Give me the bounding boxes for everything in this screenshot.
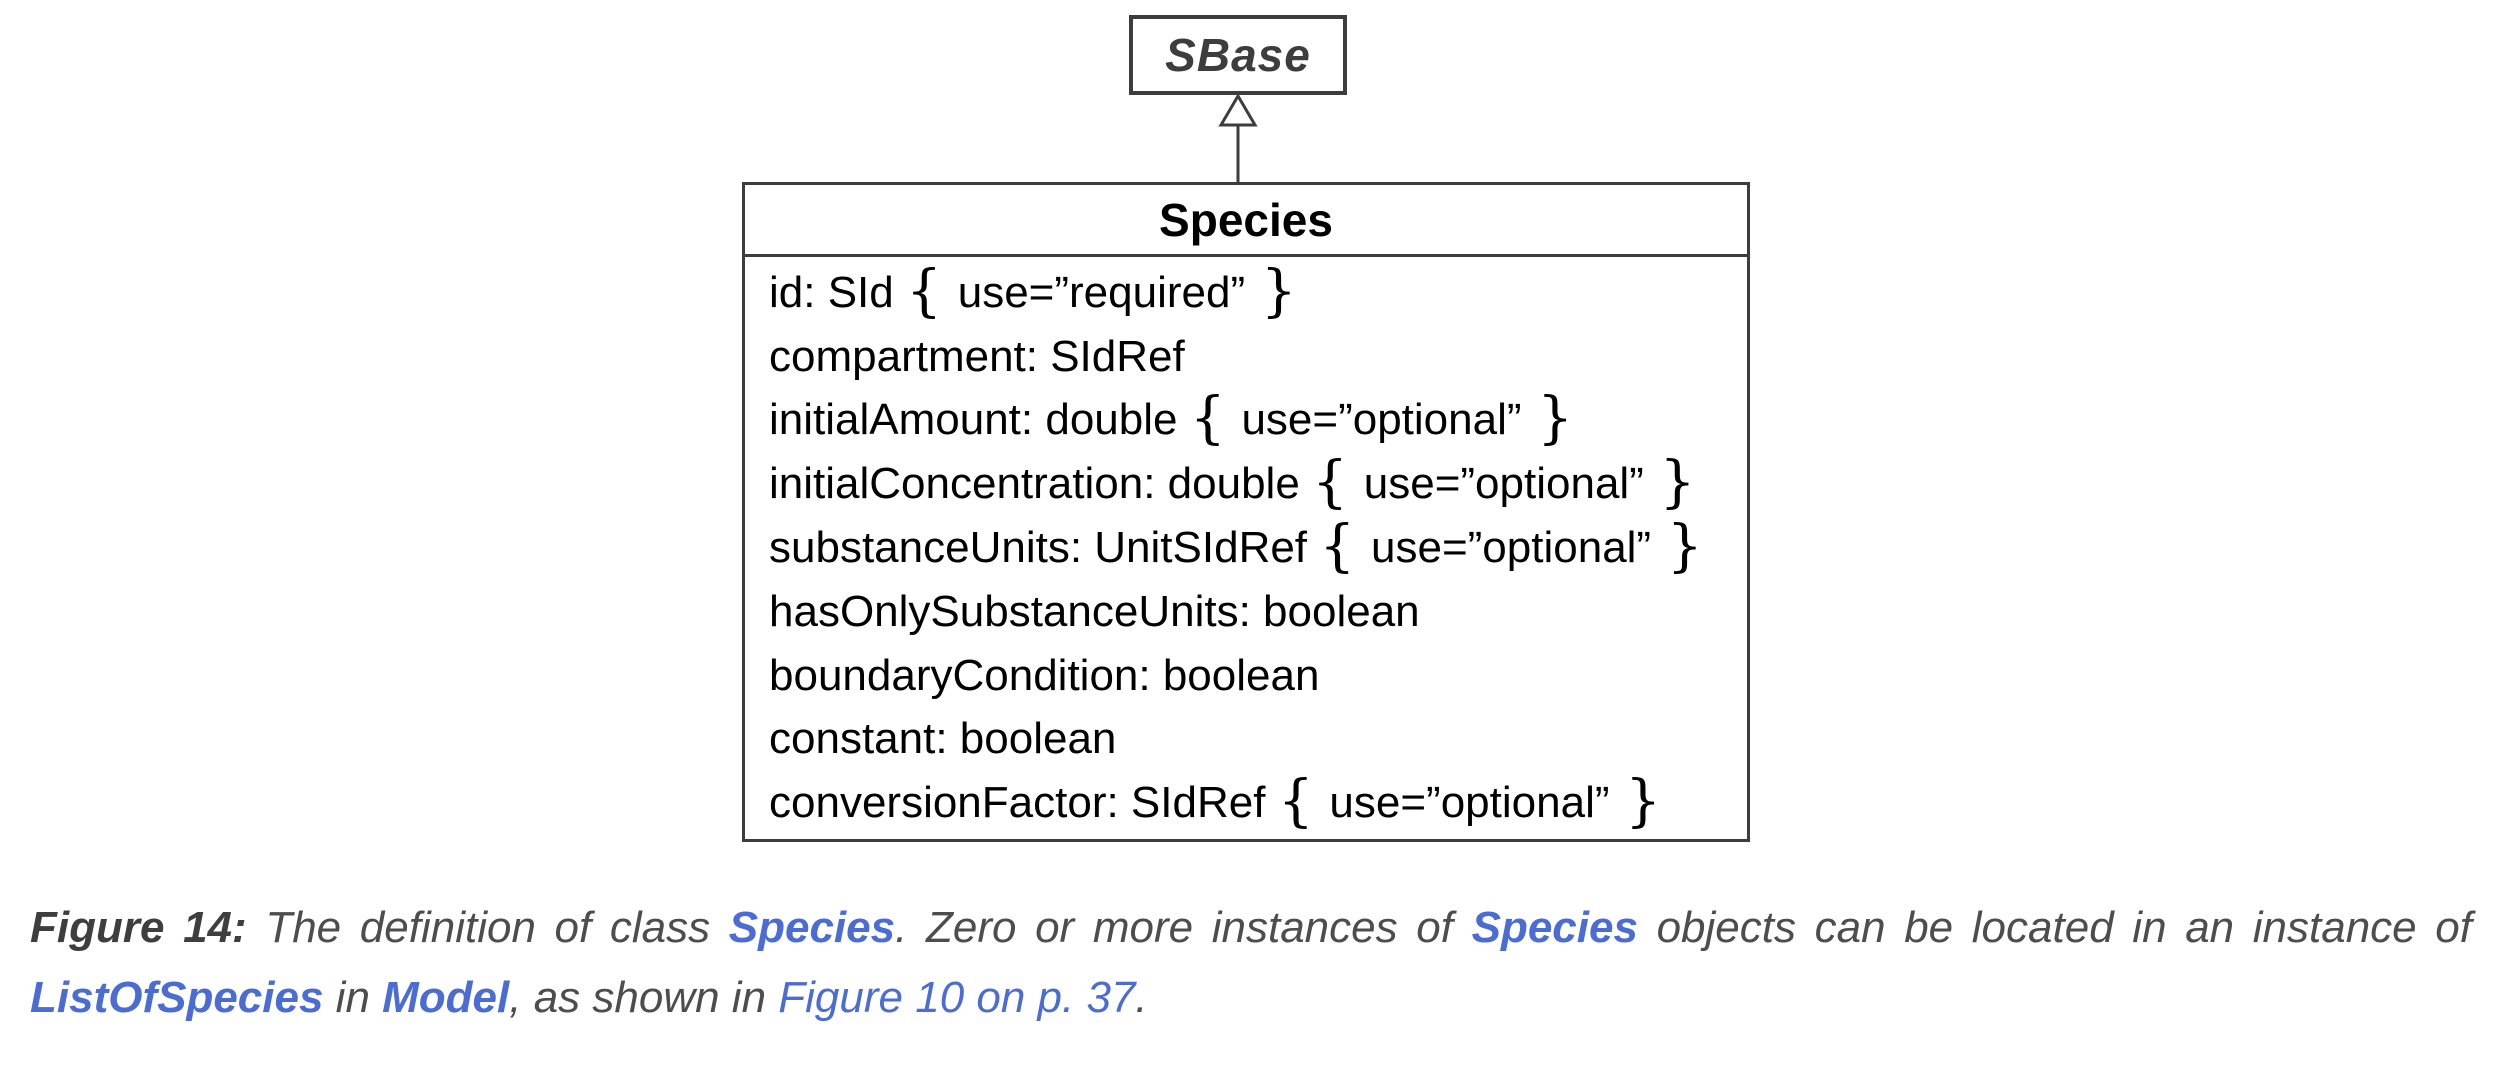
caption-line xyxy=(30,963,2472,1033)
caption-text: . Zero or more instances of xyxy=(895,903,1472,952)
class-name-link[interactable]: Species xyxy=(728,903,896,952)
attribute-row xyxy=(769,513,1747,580)
attribute-declaration: compartment: SIdRef xyxy=(769,331,1185,381)
species-attribute-list xyxy=(745,257,1747,835)
class-name-link[interactable]: Species xyxy=(1471,903,1638,952)
species-class-header xyxy=(745,185,1747,257)
attribute-declaration: substanceUnits: UnitSIdRef xyxy=(769,523,1308,573)
attribute-declaration: initialAmount: double xyxy=(769,395,1178,445)
attribute-declaration: hasOnlySubstanceUnits: boolean xyxy=(769,586,1420,636)
open-brace: { xyxy=(1189,386,1226,452)
caption-text: The definition of class xyxy=(246,903,729,952)
class-name-link[interactable]: Model xyxy=(382,973,510,1022)
species-class-name: Species xyxy=(1159,193,1333,246)
inheritance-arrow-icon xyxy=(1208,93,1268,185)
open-brace: { xyxy=(1312,450,1348,515)
close-brace: } xyxy=(1625,768,1662,834)
caption-text: objects can be located in an instance of xyxy=(1637,903,2472,952)
figure-reference-link[interactable]: Figure 10 on p. 37 xyxy=(778,973,1136,1022)
attribute-qualifier: use=”optional” xyxy=(1371,523,1652,573)
attribute-row xyxy=(769,580,1747,644)
close-brace: } xyxy=(1666,513,1703,579)
attribute-declaration: constant: boolean xyxy=(769,714,1117,764)
close-brace: } xyxy=(1260,258,1297,324)
attribute-qualifier: use=”optional” xyxy=(1329,778,1610,828)
attribute-row xyxy=(769,258,1747,325)
attribute-row xyxy=(769,768,1747,835)
caption-text: in xyxy=(323,973,383,1022)
attribute-declaration: conversionFactor: SIdRef xyxy=(769,778,1266,828)
open-brace: { xyxy=(1319,513,1356,579)
attribute-declaration: id: SId xyxy=(769,267,894,317)
attribute-qualifier: use=”optional” xyxy=(1241,395,1522,445)
attribute-row xyxy=(769,644,1747,708)
species-class-box xyxy=(742,182,1750,842)
close-brace: } xyxy=(1659,450,1696,515)
attribute-declaration: initialConcentration: double xyxy=(769,459,1300,509)
close-brace: } xyxy=(1537,386,1574,452)
caption-text: . xyxy=(1135,973,1148,1022)
attribute-qualifier: use=”required” xyxy=(957,267,1246,317)
sbase-class-name: SBase xyxy=(1165,29,1311,81)
attribute-declaration: boundaryCondition: boolean xyxy=(769,650,1320,700)
attribute-row xyxy=(769,452,1747,516)
figure-caption xyxy=(30,893,2472,1033)
attribute-row xyxy=(769,325,1747,389)
caption-text: , as shown in xyxy=(509,973,779,1022)
figure-number-label: Figure 14: xyxy=(30,903,247,952)
caption-line xyxy=(30,893,2472,963)
attribute-qualifier: use=”optional” xyxy=(1363,459,1644,509)
open-brace: { xyxy=(906,258,942,324)
sbase-class-box xyxy=(1129,15,1347,95)
class-name-link[interactable]: ListOfSpecies xyxy=(30,973,324,1022)
attribute-row xyxy=(769,386,1747,453)
attribute-row xyxy=(769,708,1747,772)
open-brace: { xyxy=(1277,768,1314,834)
